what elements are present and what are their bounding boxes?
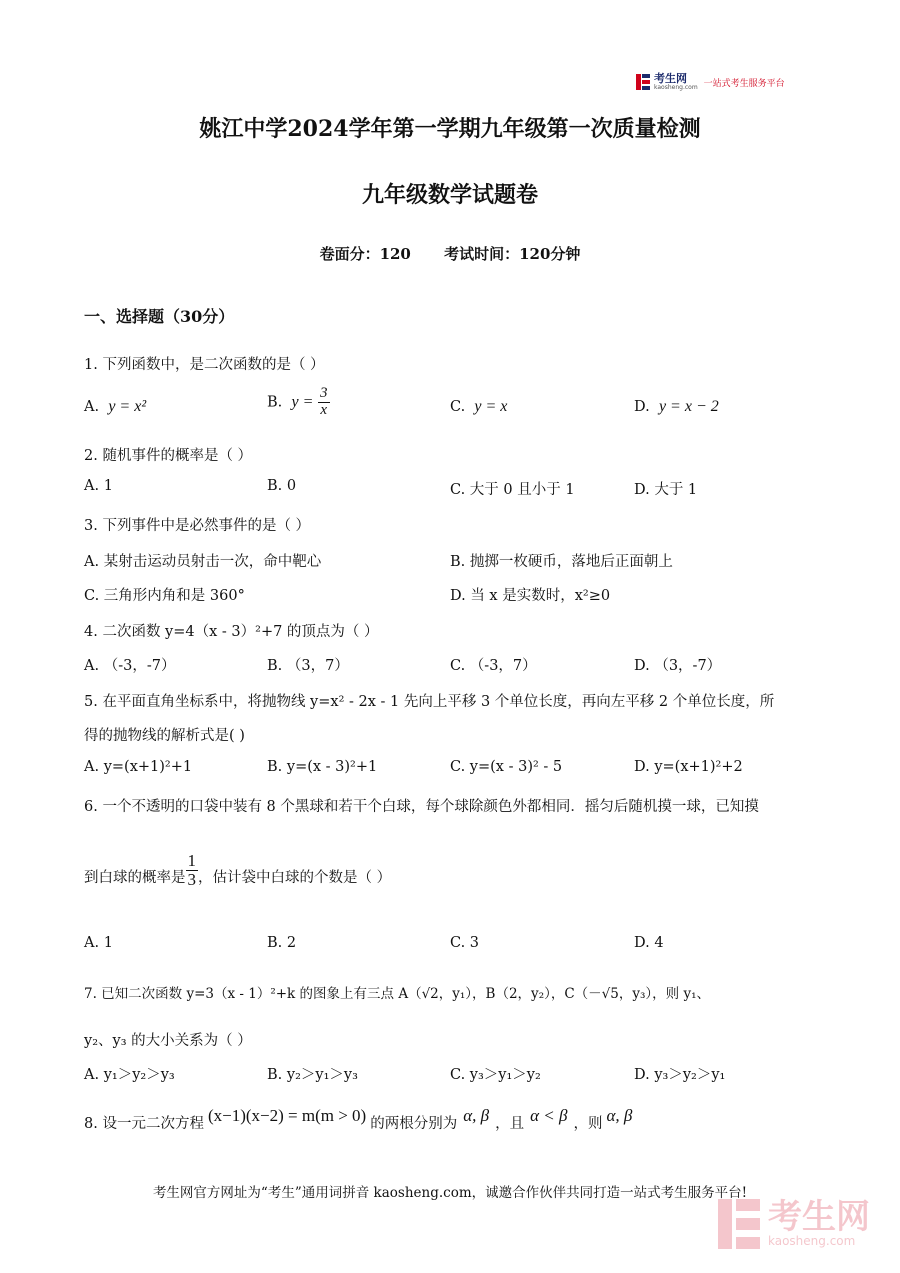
q6-option-a: A. 1: [84, 935, 113, 951]
q7-stem-line1: 7. 已知二次函数 y=3（x - 1）²+k 的图象上有三点 A（√2，y₁），B（2，y₂），C（－√5，y₃），则 y₁、: [84, 986, 710, 1002]
logo-slogan: 一站式考生服务平台: [703, 78, 785, 89]
q1-stem: 1. 下列函数中，是二次函数的是（ ）: [84, 357, 325, 373]
q3-option-a: A. 某射击运动员射击一次，命中靶心: [84, 554, 322, 570]
q1-option-a: A. y = x²: [84, 398, 147, 415]
q5-stem-line1: 5. 在平面直角坐标系中，将抛物线 y=x² - 2x - 1 先向上平移 3 个单位长度，再向左平移 2 个单位长度，所: [84, 694, 775, 710]
q4-option-d: D. （3，-7）: [634, 658, 722, 674]
q4-option-b: B. （3，7）: [267, 658, 349, 674]
q3-option-b: B. 抛掷一枚硬币，落地后正面朝上: [450, 554, 673, 570]
q6-stem-line1: 6. 一个不透明的口袋中装有 8 个黑球和若干个白球，每个球除颜色外都相同．摇匀后随机摸一球，已知摸: [84, 799, 759, 815]
q1-option-b: B. y = $\frac{3}{x}$: [267, 385, 328, 418]
q2-option-a: A. 1: [84, 478, 113, 494]
q4-option-a: A. （-3，-7）: [84, 658, 176, 674]
q1-b-fraction: $\frac{3}{x}$: [320, 385, 328, 418]
q3-option-c: C. 三角形内角和是 360°: [84, 588, 245, 604]
exam-title: 姚江中学2024学年第一学期九年级第一次质量检测: [199, 116, 701, 142]
logo-name: 考生网: [654, 72, 687, 85]
q2-option-c: C. 大于 0 且小于 1: [450, 482, 575, 498]
q2-option-b: B. 0: [267, 478, 297, 494]
q6-option-b: B. 2: [267, 935, 297, 951]
q6-option-d: D. 4: [634, 935, 664, 951]
exam-subtitle: 九年级数学试题卷: [361, 182, 538, 208]
q6-option-c: C. 3: [450, 935, 480, 951]
exam-score: 卷面分：120: [319, 245, 411, 263]
q5-stem-line2: 得的抛物线的解析式是( ): [84, 728, 245, 744]
header-logo[interactable]: [636, 72, 785, 92]
kaosheng-logo-icon: [636, 74, 650, 90]
q5-option-a: A. y=(x+1)²+1: [84, 759, 193, 775]
q2-option-d: D. 大于 1: [634, 482, 698, 498]
q7-option-a: A. y₁＞y₂＞y₃: [84, 1067, 175, 1083]
q7-stem-line2: y₂、y₃ 的大小关系为（ ）: [84, 1033, 252, 1049]
q7-option-b: B. y₂＞y₁＞y₃: [267, 1067, 358, 1083]
watermark-domain: kaosheng.com: [768, 1234, 856, 1248]
q6-fraction: $\frac{1}{3}$: [187, 851, 196, 889]
watermark-icon: [718, 1199, 760, 1249]
q5-option-d: D. y=(x+1)²+2: [634, 759, 743, 775]
section-heading: 一、选择题（30分）: [84, 307, 235, 326]
q1-option-d: D. y = x − 2: [634, 398, 719, 415]
page-footer: 考生网官方网址为“考生”通用词拼音 kaosheng.com，诚邀合作伙伴共同打造一站式考生服务平台!: [152, 1185, 748, 1201]
q3-stem: 3. 下列事件中是必然事件的是（ ）: [84, 518, 311, 534]
logo-domain: kaosheng.com: [654, 84, 698, 91]
q5-option-b: B. y=(x - 3)²+1: [267, 759, 378, 775]
exam-time: 考试时间：120分钟: [444, 245, 581, 263]
exam-meta: [0, 243, 900, 264]
q7-option-d: D. y₃＞y₂＞y₁: [634, 1067, 726, 1083]
q8-stem: 8. 设一元二次方程 (x−1)(x−2) = m(m > 0) 的两根分别为 α, β ，且 α < β ，则 α, β: [84, 1105, 633, 1132]
watermark-name: 考生网: [768, 1197, 870, 1237]
watermark-logo: [718, 1199, 870, 1249]
q1-option-c: C. y = x: [450, 398, 508, 415]
q7-option-c: C. y₃＞y₁＞y₂: [450, 1067, 541, 1083]
q3-option-d: D. 当 x 是实数时，x²≥0: [450, 588, 611, 604]
q5-option-c: C. y=(x - 3)² - 5: [450, 759, 563, 775]
q4-option-c: C. （-3，7）: [450, 658, 537, 674]
q4-stem: 4. 二次函数 y=4（x - 3）²+7 的顶点为（ ）: [84, 624, 379, 640]
q6-stem-line2: 到白球的概率是 $\frac{1}{3}$ ，估计袋中白球的个数是（ ）: [84, 851, 392, 889]
q2-stem: 2. 随机事件的概率是（ ）: [84, 448, 253, 464]
